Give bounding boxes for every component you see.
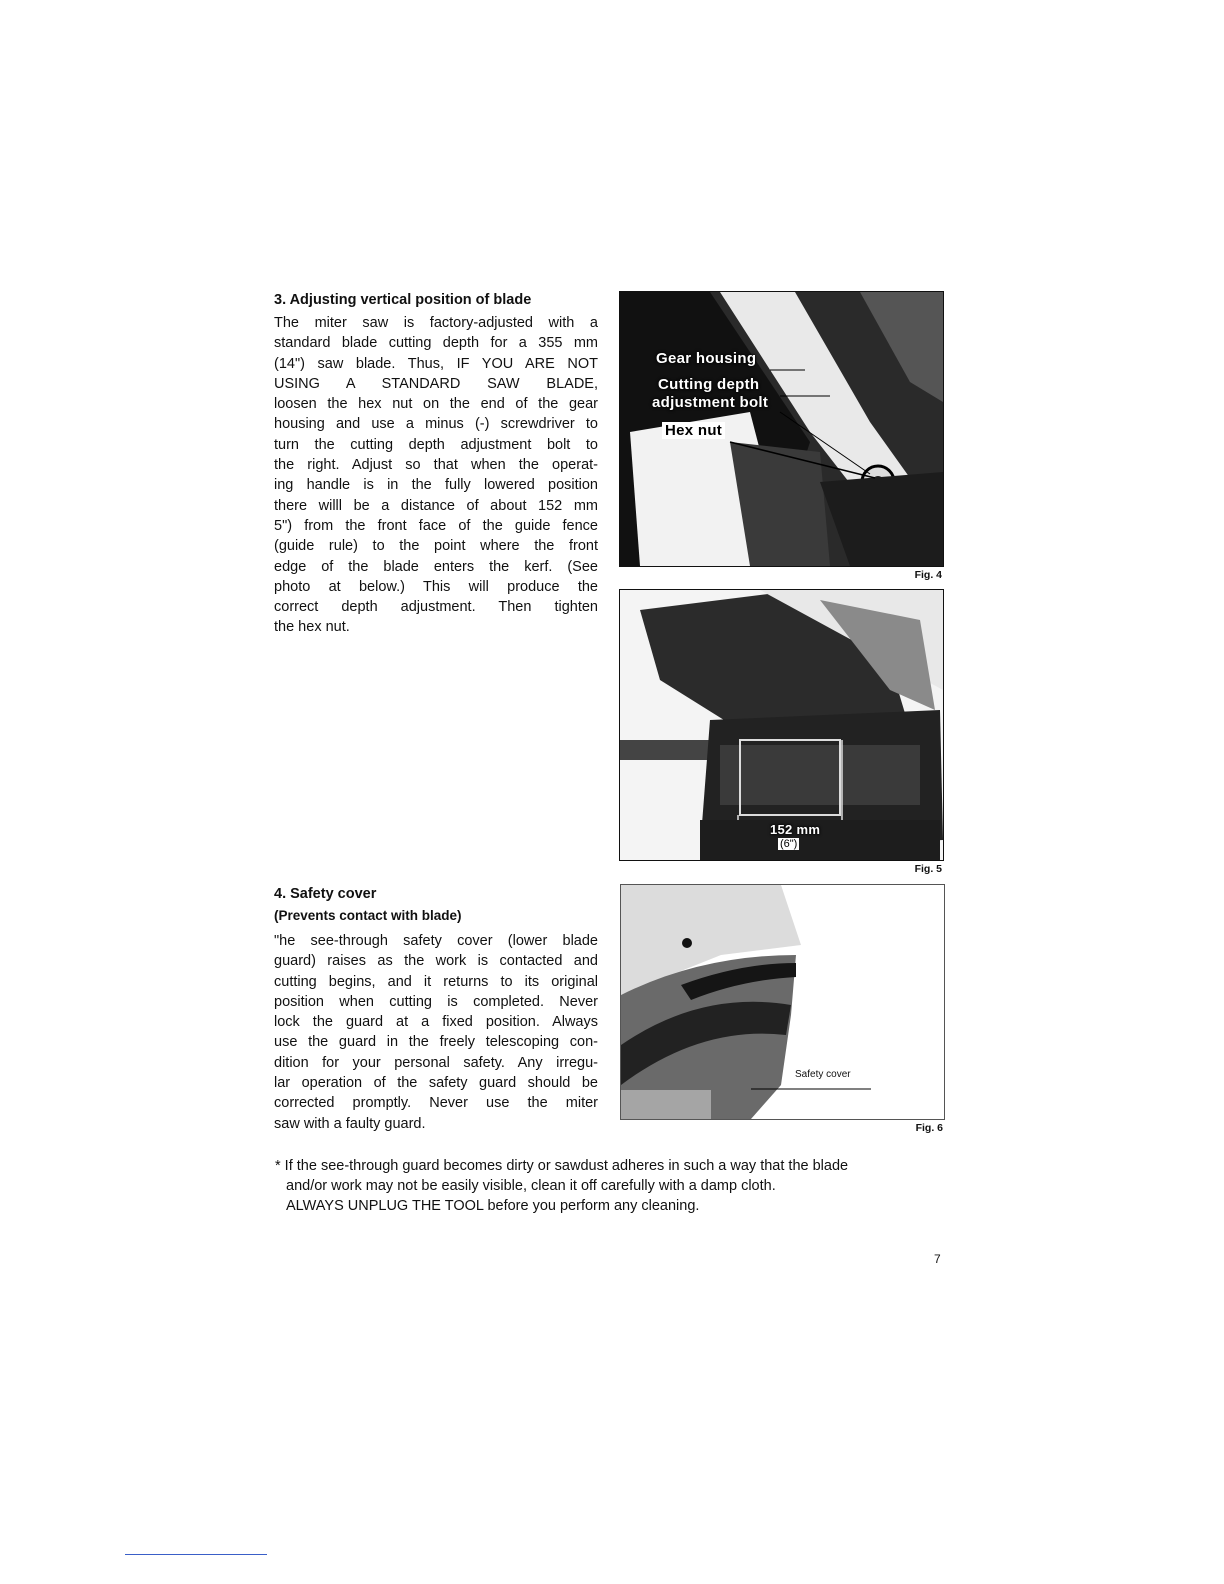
fig-6-label: Fig. 6 (915, 1122, 943, 1134)
text-line: dition for your personal safety. Any irregu- (274, 1054, 598, 1071)
callout-6-inch: (6") (780, 838, 798, 850)
section-3-body (274, 313, 598, 638)
bottom-rule (125, 1554, 267, 1555)
text-line: correct depth adjustment. Then tighten (274, 599, 598, 616)
callout-152mm: 152 mm (770, 822, 821, 837)
text-line: (guide rule) to the point where the front (274, 538, 598, 555)
text-line: use the guard in the freely telescoping con- (274, 1034, 598, 1051)
text-line: ing handle is in the fully lowered position (274, 477, 598, 494)
callout-safety-cover: Safety cover (795, 1069, 851, 1080)
text-line: The miter saw is factory-adjusted with a (274, 315, 598, 331)
text-line: housing and use a minus (-) screwdriver to (274, 416, 598, 433)
section-4-body (274, 931, 598, 1134)
text-line: lar operation of the safety guard should be (274, 1075, 598, 1092)
fig-5-photo (619, 589, 944, 861)
text-line: 5") from the front face of the guide fence (274, 517, 598, 534)
text-line: turn the cutting depth adjustment bolt to (274, 436, 598, 453)
text-line: photo at below.) This will produce the (274, 578, 598, 595)
text-line: the hex nut. (274, 619, 350, 636)
text-line: the right. Adjust so that when the operat- (274, 457, 598, 474)
callout-cutting-depth: Cutting depth (658, 376, 760, 393)
text-line: edge of the blade enters the kerf. (See (274, 558, 598, 575)
fig-5-label: Fig. 5 (914, 863, 942, 875)
cleaning-note (275, 1156, 955, 1216)
text-line: position when cutting is completed. Never (274, 993, 598, 1010)
text-line: loosen the hex nut on the end of the gear (274, 396, 598, 413)
section-4-title: 4. Safety cover (274, 886, 377, 902)
fig-4-photo (619, 291, 944, 567)
callout-gear-housing: Gear housing (656, 350, 757, 367)
fig-6-photo (620, 884, 945, 1120)
text-line: USING A STANDARD SAW BLADE, (274, 375, 598, 392)
section-3-title: 3. Adjusting vertical position of blade (274, 292, 532, 308)
fig-4-label: Fig. 4 (914, 569, 942, 581)
callout-adjustment-bolt: adjustment bolt (652, 394, 769, 411)
text-line: standard blade cutting depth for a 355 mm (274, 335, 598, 352)
text-line: saw with a faulty guard. (274, 1115, 426, 1132)
note-line: ALWAYS UNPLUG THE TOOL before you perform any cleaning. (286, 1198, 700, 1214)
text-line: cutting begins, and it returns to its original (274, 973, 598, 990)
page-number: 7 (934, 1252, 941, 1266)
text-line: guard) raises as the work is contacted and (274, 953, 598, 970)
section-4-subtitle: (Prevents contact with blade) (274, 908, 462, 923)
callout-hex-nut: Hex nut (662, 422, 725, 439)
note-line: * If the see-through guard becomes dirty or sawdust adheres in such a way that the blade (275, 1158, 849, 1174)
text-line: there willl be a distance of about 152 mm (274, 497, 598, 514)
text-line: corrected promptly. Never use the miter (274, 1095, 598, 1112)
text-line: lock the guard at a fixed position. Always (274, 1014, 598, 1031)
text-line: (14") saw blade. Thus, IF YOU ARE NOT (274, 355, 598, 372)
text-line: "he see-through safety cover (lower blade (274, 933, 598, 949)
note-line: and/or work may not be easily visible, clean it off carefully with a damp cloth. (286, 1178, 776, 1194)
